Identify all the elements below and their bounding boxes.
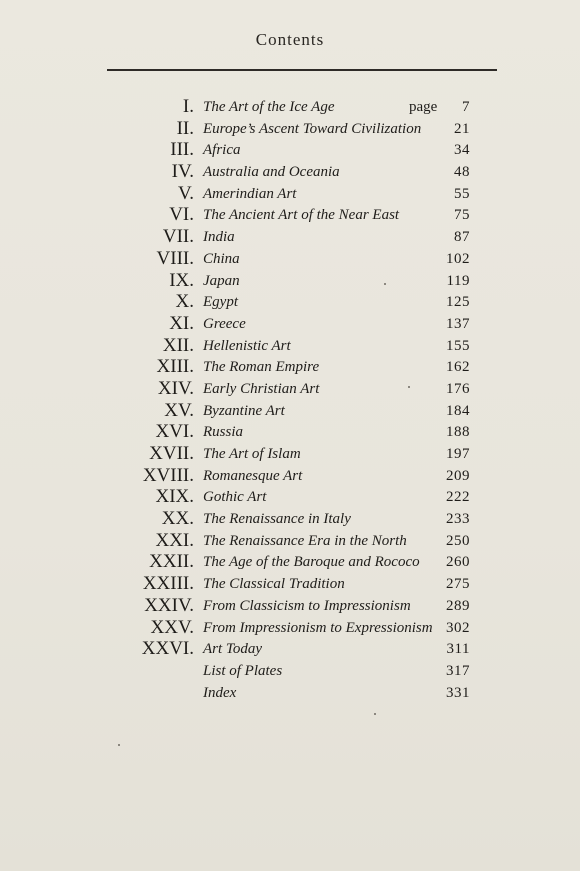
chapter-number: XI. bbox=[169, 312, 194, 334]
chapter-number: VI. bbox=[169, 204, 194, 226]
toc-entry bbox=[0, 183, 580, 205]
chapter-title: The Art of the Ice Age bbox=[203, 99, 335, 115]
page-number: 289 bbox=[446, 597, 470, 614]
chapter-title: Byzantine Art bbox=[203, 402, 285, 419]
page-number: 311 bbox=[446, 641, 470, 658]
toc-entry bbox=[0, 595, 580, 617]
toc-entry bbox=[0, 443, 580, 465]
chapter-title: Early Christian Art bbox=[203, 380, 320, 397]
chapter-title: Africa bbox=[203, 142, 241, 159]
page-number: 302 bbox=[446, 619, 470, 636]
toc-entry bbox=[0, 400, 580, 422]
toc-entry bbox=[0, 118, 580, 140]
page-number: 7 bbox=[462, 99, 470, 115]
page-number: 75 bbox=[454, 207, 470, 224]
page-number: 188 bbox=[446, 424, 470, 441]
page-number: 119 bbox=[446, 272, 470, 289]
chapter-title: The Roman Empire bbox=[203, 359, 320, 376]
chapter-number: I. bbox=[182, 96, 194, 117]
toc-entry bbox=[0, 551, 580, 573]
toc-entry bbox=[0, 96, 580, 118]
paper-speck bbox=[408, 386, 410, 388]
toc-entry bbox=[0, 161, 580, 183]
chapter-number: XXII. bbox=[149, 551, 194, 573]
page-number: 34 bbox=[454, 142, 470, 159]
chapter-number: XII. bbox=[162, 334, 194, 356]
page-number: 162 bbox=[446, 359, 470, 376]
chapter-title: Hellenistic Art bbox=[203, 337, 291, 354]
chapter-number: III. bbox=[170, 139, 194, 161]
chapter-number: XXV. bbox=[150, 616, 194, 638]
chapter-title: Index bbox=[203, 684, 237, 701]
page-number: 48 bbox=[454, 164, 470, 181]
toc-entry bbox=[0, 660, 580, 682]
toc-entry bbox=[0, 617, 580, 639]
chapter-number: XIX. bbox=[155, 486, 194, 508]
chapter-number: XIII. bbox=[156, 356, 194, 378]
heading-rule bbox=[107, 69, 497, 71]
toc-entry bbox=[0, 226, 580, 248]
page-number: 125 bbox=[446, 294, 470, 311]
toc-entry bbox=[0, 421, 580, 443]
toc-entry bbox=[0, 530, 580, 552]
chapter-title: Romanesque Art bbox=[203, 467, 303, 484]
chapter-title: The Renaissance Era in the North bbox=[203, 532, 407, 549]
chapter-number: XVI. bbox=[155, 421, 194, 443]
chapter-title: India bbox=[203, 229, 235, 246]
table-of-contents bbox=[0, 96, 580, 703]
chapter-number: XIV. bbox=[157, 377, 194, 399]
page-number: 55 bbox=[454, 185, 470, 202]
chapter-title: The Art of Islam bbox=[203, 446, 301, 462]
page-number: 102 bbox=[446, 250, 470, 267]
page-number: 331 bbox=[446, 684, 470, 701]
chapter-title: Gothic Art bbox=[203, 489, 267, 506]
chapter-title: Greece bbox=[203, 315, 246, 332]
toc-entry bbox=[0, 638, 580, 660]
chapter-title: The Classical Tradition bbox=[203, 576, 345, 593]
page-number: 233 bbox=[446, 511, 470, 528]
chapter-title: The Renaissance in Italy bbox=[203, 511, 351, 528]
toc-entry bbox=[0, 313, 580, 335]
chapter-title: Australia and Oceania bbox=[203, 164, 340, 181]
chapter-number: IX. bbox=[169, 269, 194, 291]
chapter-number: V. bbox=[177, 182, 194, 204]
page-number: 275 bbox=[446, 576, 470, 593]
chapter-number: II. bbox=[176, 117, 194, 139]
page-number: 260 bbox=[446, 554, 470, 571]
toc-entry bbox=[0, 248, 580, 270]
toc-entry bbox=[0, 270, 580, 292]
chapter-title: From Classicism to Impressionism bbox=[203, 597, 411, 614]
page-number: 87 bbox=[454, 229, 470, 246]
chapter-number: XXVI. bbox=[141, 638, 194, 660]
toc-entry bbox=[0, 573, 580, 595]
page-title: Contents bbox=[255, 30, 325, 49]
chapter-number: VIII. bbox=[156, 247, 194, 269]
page-number: 176 bbox=[446, 380, 470, 397]
chapter-title: China bbox=[203, 250, 240, 267]
chapter-number: XVIII. bbox=[142, 464, 194, 486]
toc-entry bbox=[0, 508, 580, 530]
chapter-number: XX. bbox=[161, 508, 194, 530]
chapter-number: VII. bbox=[162, 226, 194, 248]
page-number: 137 bbox=[446, 315, 470, 332]
paper-speck bbox=[118, 744, 120, 746]
toc-entry bbox=[0, 486, 580, 508]
chapter-number: X. bbox=[175, 291, 194, 313]
paper-speck bbox=[384, 283, 386, 285]
page-number: 222 bbox=[446, 489, 470, 506]
chapter-title: Russia bbox=[203, 424, 244, 441]
toc-entry bbox=[0, 465, 580, 487]
toc-entry bbox=[0, 204, 580, 226]
chapter-title: Art Today bbox=[203, 641, 263, 658]
chapter-number: XVII. bbox=[149, 443, 194, 464]
chapter-title: Japan bbox=[203, 272, 240, 289]
chapter-title: List of Plates bbox=[203, 662, 283, 679]
toc-entry bbox=[0, 378, 580, 400]
toc-entry bbox=[0, 682, 580, 704]
page-number: 209 bbox=[446, 467, 470, 484]
chapter-title: Europe’s Ascent Toward Civilization bbox=[203, 120, 422, 137]
page-word: page bbox=[409, 99, 438, 115]
toc-entry bbox=[0, 291, 580, 313]
chapter-title: From Impressionism to Expressionism bbox=[203, 619, 433, 636]
page-number: 155 bbox=[446, 337, 470, 354]
chapter-number: XXIV. bbox=[144, 594, 194, 616]
chapter-title: Egypt bbox=[203, 294, 238, 311]
chapter-number: XXIII. bbox=[142, 573, 194, 595]
chapter-number: IV. bbox=[171, 161, 194, 183]
page-number: 21 bbox=[454, 120, 470, 137]
chapter-title: The Age of the Baroque and Rococo bbox=[203, 554, 420, 571]
chapter-title: The Ancient Art of the Near East bbox=[203, 207, 400, 224]
chapter-number: XV. bbox=[164, 399, 194, 421]
page-number: 184 bbox=[446, 402, 470, 419]
toc-entry bbox=[0, 335, 580, 357]
page-number: 250 bbox=[446, 532, 470, 549]
paper-speck bbox=[374, 713, 376, 715]
chapter-number: XXI. bbox=[155, 529, 194, 551]
toc-entry bbox=[0, 356, 580, 378]
page-number: 317 bbox=[446, 662, 470, 679]
toc-entry bbox=[0, 139, 580, 161]
page-number: 197 bbox=[446, 446, 470, 462]
chapter-title: Amerindian Art bbox=[203, 185, 297, 202]
